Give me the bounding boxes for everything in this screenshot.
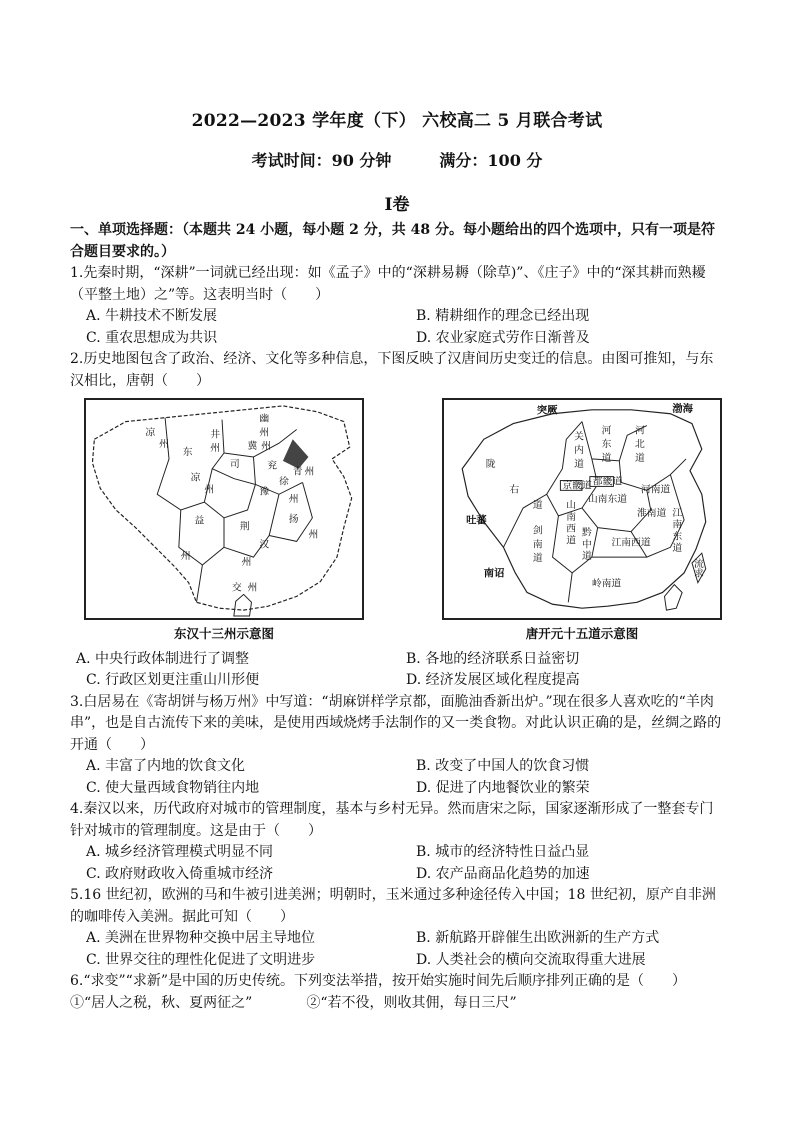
question-3-option-a: A. 丰富了内地的饮食文化 [86, 758, 246, 774]
map-left-label: 兖 [267, 460, 278, 472]
question-6-items [70, 993, 726, 1015]
map-eastern-han-caption: 东汉十三州示意图 [173, 626, 274, 641]
question-6-item-1: ①“居人之税，秋、夏两征之” [70, 994, 253, 1011]
map-right-label: 淮南道 [636, 507, 667, 519]
map-left-label: 幽 [259, 413, 270, 425]
question-4-options [86, 842, 726, 885]
question-5-option-b: B. 新航路开辟催生出欧洲新的生产方式 [416, 930, 660, 946]
map-right-label: 求 [693, 568, 704, 580]
question-1-option-d: D. 农业家庭式劳作日渐普及 [416, 329, 590, 346]
question-3-option-d: D. 促进了内地餐饮业的繁荣 [416, 779, 590, 796]
map-left-label: 凉 [190, 472, 201, 484]
question-3-stem: 3.白居易在《寄胡饼与杨万州》中写道：“胡麻饼样学京都，面脆油香新出炉。”现在很多人喜欢吃的“羊肉串”，也是自古流传下来的美味，是使用西域烧烤手法制作的又一类食物。对此认识正确的是，丝绸之路的开通（ ） [70, 693, 722, 753]
question-2-option-d: D. 经济发展区域化程度提高 [406, 672, 580, 688]
question-3-options [86, 756, 726, 799]
map-right-label: 西 [566, 523, 577, 535]
exam-content [70, 220, 726, 1014]
exam-subtitle [0, 148, 794, 171]
map-right-label: 突厥 [536, 404, 558, 417]
map-left-label: 州 [241, 556, 252, 568]
map-right-label: 道 [582, 551, 592, 563]
map-right-label: 南诏 [483, 567, 505, 580]
question-4-stem: 4.秦汉以来，历代政府对城市的管理制度，基本与乡村无异。然而唐宋之际，国家逐渐形成了一整套专门针对城市的管理制度。这是由于（ ） [70, 801, 714, 839]
map-eastern-han [84, 398, 364, 645]
full-score: 满分：100 分 [439, 151, 543, 170]
exam-title: 2022—2023 学年度（下） 六校高二 5 月联合考试 [191, 111, 603, 131]
map-right-label: 江 [672, 507, 683, 519]
map-right-label: 内 [574, 445, 584, 457]
map-right-label: 道 [635, 452, 645, 464]
question-1-option-a: A. 牛耕技术不断发展 [86, 308, 218, 324]
map-right-label: 南 [532, 539, 543, 551]
question-4-option-c: C. 政府财政收入倚重城市经济 [86, 865, 274, 882]
question-2-option-c: C. 行政区划更注重山川形便 [86, 672, 260, 688]
question-1-options [86, 306, 726, 349]
map-right-label: 中 [582, 539, 592, 551]
tang-kaiyuan-map-image [442, 398, 722, 620]
map-right-label: 岭南道 [591, 578, 622, 590]
question-6-stem: 6.“求变”“求新”是中国的历史传统。下列变法举措，按开始实施时间先后顺序排列正确的是（ ） [70, 973, 686, 989]
map-right-label: 渤海 [672, 402, 693, 415]
map-right-label: 南 [566, 511, 577, 523]
map-left-label: 交 [231, 582, 242, 594]
map-left-label: 州 [259, 427, 270, 439]
question-4-option-d: D. 农产品商品化趋势的加速 [416, 865, 590, 882]
map-right-label: 道 [574, 458, 584, 470]
map-left-label: 汉 [259, 539, 270, 551]
map-left-label: 州 [204, 484, 215, 496]
map-right-label: 江南西道 [611, 537, 651, 549]
map-left-label: 青 [292, 466, 303, 478]
map-right-label: 道 [532, 500, 543, 512]
map-right-label: 右 [509, 484, 520, 496]
map-left-label: 州 [210, 443, 221, 455]
question-5-options [86, 928, 726, 971]
eastern-han-map-image [84, 398, 364, 620]
question-2-stem: 2.历史地图包含了政治、经济、文化等多种信息，下图反映了汉唐间历史变迁的信息。由图可推知，与东汉相比，唐朝（ ） [70, 351, 714, 389]
map-right-label: 河 [601, 425, 612, 437]
map-right-label: 剑 [532, 525, 543, 537]
question-4-option-b: B. 城市的经济特性日益凸显 [416, 844, 590, 860]
eastern-han-map-labels [145, 412, 318, 594]
map-right-label: 道 [566, 535, 577, 547]
map-right-label: 都畿道 [592, 476, 623, 488]
map-right-label: 山南东道 [587, 494, 628, 506]
map-left-label: 冀 [247, 441, 258, 453]
map-right-label: 吐蕃 [466, 514, 487, 527]
map-right-label: 山 [566, 500, 577, 512]
map-left-label: 井 [210, 429, 221, 441]
question-4-option-a: A. 城乡经济管理模式明显不同 [86, 844, 274, 860]
map-left-label: 州 [261, 441, 272, 453]
question-2-option-a: A. 中央行政体制进行了调整 [76, 650, 250, 667]
map-left-label: 司 [229, 458, 240, 470]
map-right-label: 东 [601, 439, 612, 451]
map-left-label: 州 [304, 466, 315, 478]
exam-time: 考试时间：90 分钟 [251, 151, 392, 170]
map-left-label: 州 [247, 582, 258, 594]
part-heading: I卷 [384, 195, 410, 215]
question-5-option-a: A. 美洲在世界物种交换中居主导地位 [86, 930, 316, 946]
question-1-option-b: B. 精耕细作的理念已经出现 [416, 308, 590, 324]
map-left-label: 凉 [145, 427, 156, 439]
map-left-label: 徐 [278, 476, 289, 488]
section-heading: 一、单项选择题：（本题共 24 小题，每小题 2 分，共 48 分。每小题给出的四个选项中，只有一项是符合题目要求的。） [70, 222, 715, 260]
question-5-stem: 5.16 世纪初，欧洲的马和牛被引进美洲；明朝时，玉米通过多种途径传入中国；18 世纪初，原产自非洲的咖啡传入美洲。据此可知（ ） [70, 887, 716, 925]
question-1-option-c: C. 重农思想成为共识 [86, 329, 218, 346]
map-left-label: 州 [308, 529, 319, 541]
question-2-maps [84, 398, 722, 645]
map-right-label: 关 [574, 431, 584, 443]
map-right-label: 北 [635, 439, 645, 451]
map-right-label: 南 [672, 519, 683, 531]
map-right-label: 道 [532, 553, 543, 565]
question-5-option-d: D. 人类社会的横向交流取得重大进展 [416, 951, 646, 968]
question-5-option-c: C. 世界交往的理性化促进了文明进步 [86, 951, 316, 968]
map-right-label: 京畿道 [562, 480, 592, 492]
question-2-option-b: B. 各地的经济联系日益密切 [406, 650, 580, 667]
map-tang-kaiyuan-caption: 唐开元十五道示意图 [525, 626, 639, 641]
map-left-label: 东 [182, 446, 193, 458]
question-6-item-2: ②“若不役，则收其佣，每日三尺” [306, 994, 517, 1011]
map-left-label: 益 [194, 515, 205, 527]
map-right-label: 东 [672, 531, 683, 543]
map-right-label: 道 [672, 543, 683, 555]
question-3-option-b: B. 改变了中国人的饮食习惯 [416, 758, 590, 774]
map-left-label: 荆 [239, 521, 250, 533]
map-right-label: 黔 [582, 527, 592, 539]
map-right-label: 河 [635, 425, 645, 437]
map-left-label: 扬 [288, 513, 299, 525]
map-right-label: 陇 [485, 458, 496, 470]
question-2-options [76, 649, 726, 692]
map-right-label: 流 [693, 558, 704, 570]
map-left-label: 豫 [259, 486, 270, 498]
question-3-option-c: C. 使大量西域食物销往内地 [86, 779, 260, 796]
map-left-label: 州 [159, 439, 169, 451]
map-left-label: 州 [180, 551, 191, 563]
map-left-label: 州 [288, 494, 299, 506]
map-tang-kaiyuan [442, 398, 722, 645]
question-1-stem: 1.先秦时期，“深耕”一词就已经出现：如《孟子》中的“深耕易耨（除草)”、《庄子》中的“深其耕而熟耰（平整土地）之”等。这表明当时（ ） [70, 265, 706, 303]
map-right-label: 河南道 [640, 484, 671, 496]
map-right-label: 道 [601, 452, 612, 464]
